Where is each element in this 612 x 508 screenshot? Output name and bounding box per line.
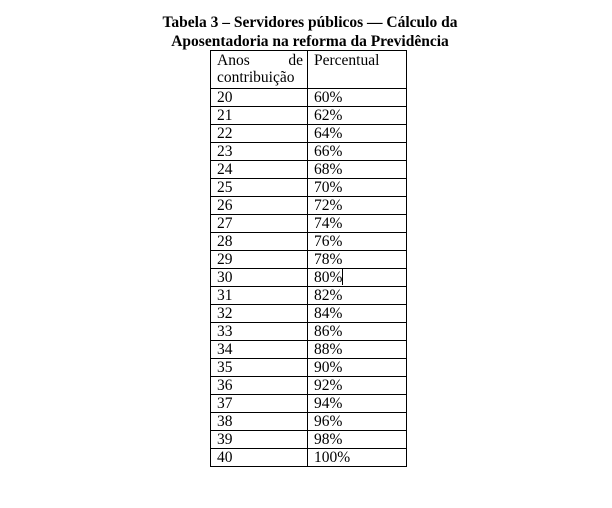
header-contribuicao-label: contribuição xyxy=(217,69,295,86)
table-row xyxy=(211,233,407,251)
cell-anos: 20 xyxy=(211,89,308,107)
table-body xyxy=(211,89,407,467)
cell-percentual[interactable]: 100% xyxy=(308,449,407,467)
table-row xyxy=(211,215,407,233)
cell-percentual[interactable]: 82% xyxy=(308,287,407,305)
table-title-line-1: Tabela 3 – Servidores públicos — Cálculo da xyxy=(162,14,458,31)
cell-percentual[interactable]: 88% xyxy=(308,341,407,359)
text-cursor xyxy=(342,269,343,285)
cell-anos: 25 xyxy=(211,179,308,197)
table-row xyxy=(211,287,407,305)
cell-anos: 27 xyxy=(211,215,308,233)
table-row xyxy=(211,179,407,197)
cell-percentual[interactable]: 74% xyxy=(308,215,407,233)
cell-percentual[interactable]: 84% xyxy=(308,305,407,323)
table-row xyxy=(211,269,407,287)
cell-anos: 34 xyxy=(211,341,308,359)
cell-percentual[interactable]: 78% xyxy=(308,251,407,269)
table-header xyxy=(211,51,407,89)
header-row xyxy=(211,51,407,89)
table-row xyxy=(211,323,407,341)
cell-percentual[interactable]: 96% xyxy=(308,413,407,431)
cell-percentual[interactable]: 98% xyxy=(308,431,407,449)
cell-anos: 36 xyxy=(211,377,308,395)
header-percentual: Percentual xyxy=(308,51,407,89)
table-row xyxy=(211,449,407,467)
table-row xyxy=(211,143,407,161)
cell-percentual[interactable]: 70% xyxy=(308,179,407,197)
table-row xyxy=(211,395,407,413)
cell-anos: 31 xyxy=(211,287,308,305)
cell-percentual[interactable]: 60% xyxy=(308,89,407,107)
table-row xyxy=(211,431,407,449)
table-row xyxy=(211,341,407,359)
table-row xyxy=(211,197,407,215)
table-row xyxy=(211,305,407,323)
table-row xyxy=(211,125,407,143)
table-row xyxy=(211,251,407,269)
cell-anos: 30 xyxy=(211,269,308,287)
cell-anos: 37 xyxy=(211,395,308,413)
table-row xyxy=(211,89,407,107)
cell-percentual[interactable]: 92% xyxy=(308,377,407,395)
cell-anos: 21 xyxy=(211,107,308,125)
cell-anos: 29 xyxy=(211,251,308,269)
cell-percentual[interactable]: 76% xyxy=(308,233,407,251)
cell-percentual[interactable]: 80% xyxy=(308,269,407,287)
table-title xyxy=(110,13,510,51)
header-anos-label: Anos de xyxy=(217,52,303,69)
cell-anos: 23 xyxy=(211,143,308,161)
table-row xyxy=(211,107,407,125)
cell-percentual[interactable]: 68% xyxy=(308,161,407,179)
cell-anos: 28 xyxy=(211,233,308,251)
cell-anos: 39 xyxy=(211,431,308,449)
cell-anos: 24 xyxy=(211,161,308,179)
cell-anos: 38 xyxy=(211,413,308,431)
cell-anos: 32 xyxy=(211,305,308,323)
table-row xyxy=(211,413,407,431)
cell-anos: 33 xyxy=(211,323,308,341)
contribution-table xyxy=(210,50,407,467)
cell-anos: 22 xyxy=(211,125,308,143)
table-row xyxy=(211,161,407,179)
cell-anos: 26 xyxy=(211,197,308,215)
cell-percentual[interactable]: 62% xyxy=(308,107,407,125)
table-row xyxy=(211,377,407,395)
cell-percentual[interactable]: 94% xyxy=(308,395,407,413)
header-anos-contribuicao xyxy=(211,51,308,89)
cell-percentual[interactable]: 66% xyxy=(308,143,407,161)
cell-percentual[interactable]: 86% xyxy=(308,323,407,341)
cell-percentual[interactable]: 90% xyxy=(308,359,407,377)
cell-percentual[interactable]: 64% xyxy=(308,125,407,143)
cell-anos: 40 xyxy=(211,449,308,467)
cell-percentual[interactable]: 72% xyxy=(308,197,407,215)
table-title-line-2: Aposentadoria na reforma da Previdência xyxy=(171,33,449,50)
cell-anos: 35 xyxy=(211,359,308,377)
table-row xyxy=(211,359,407,377)
